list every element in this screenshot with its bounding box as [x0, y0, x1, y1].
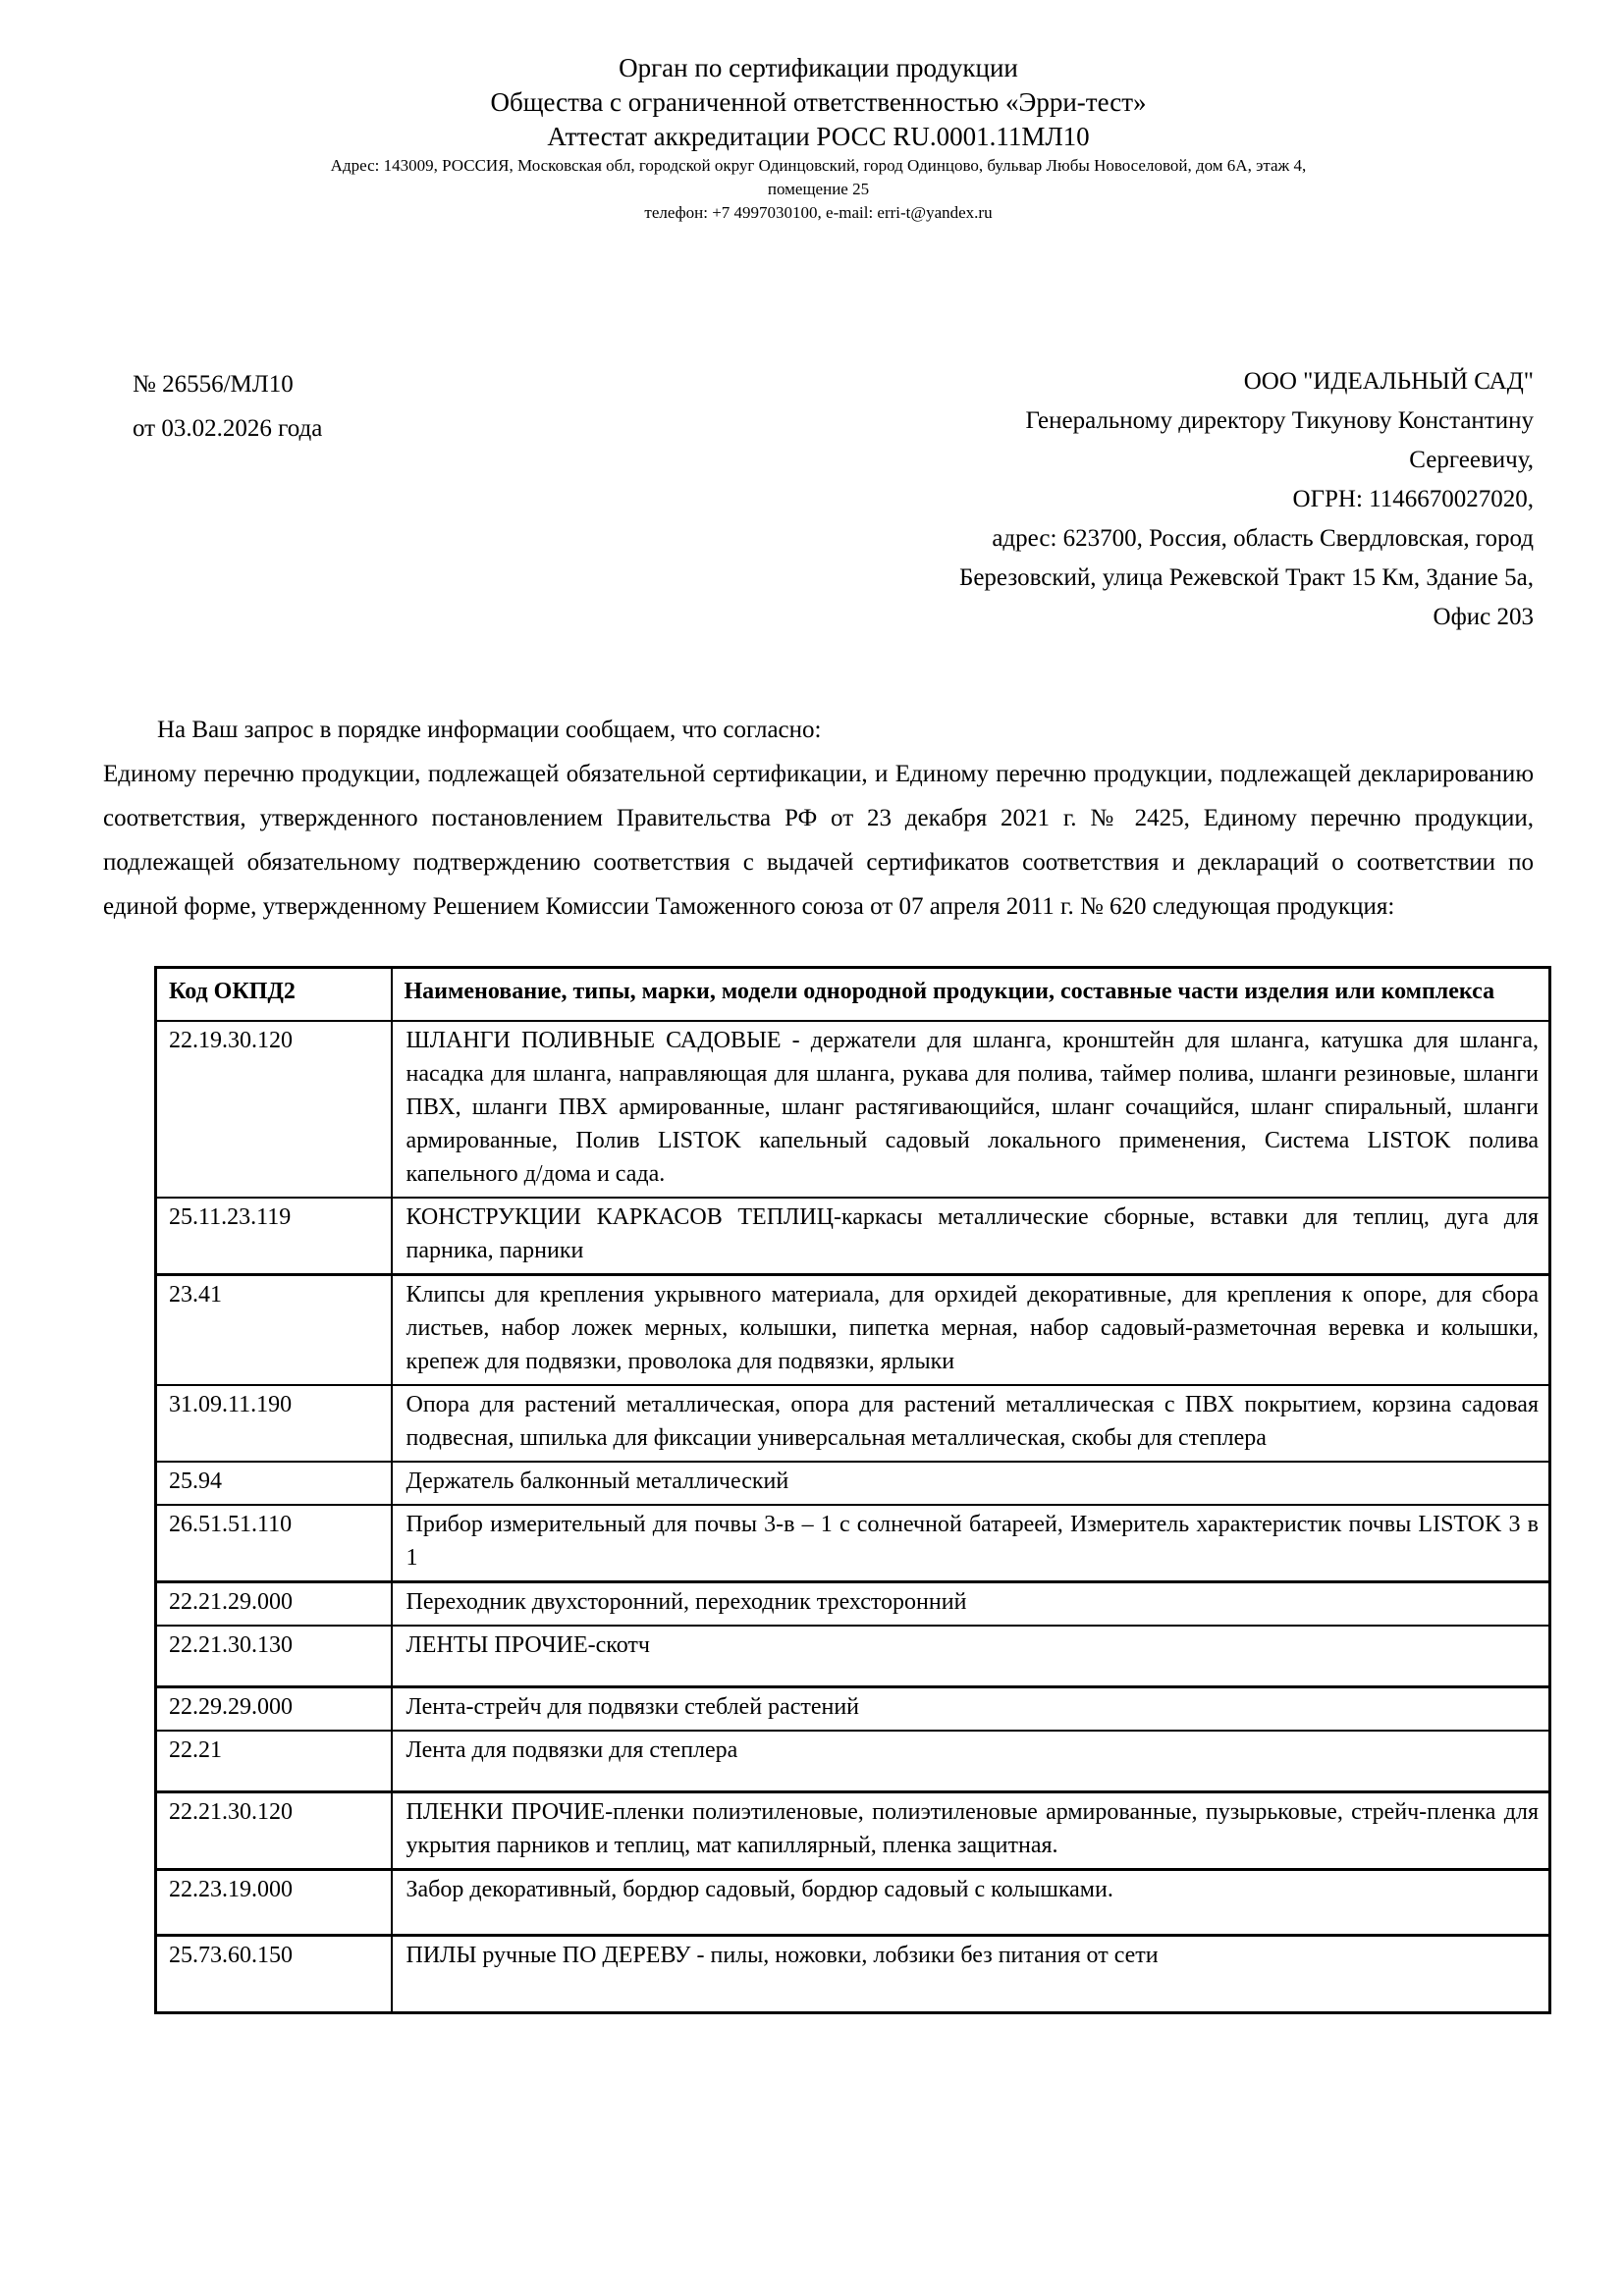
intro-line: На Ваш запрос в порядке информации сообщаем, что согласно: — [157, 717, 822, 743]
okpd-code-cell: 22.21 — [156, 1731, 392, 1792]
letter-number: № 26556/МЛ10 — [133, 371, 294, 398]
product-name-cell: ПИЛЫ ручные ПО ДЕРЕВУ - пилы, ножовки, лобзики без питания от сети — [392, 1936, 1550, 2013]
product-name-cell: КОНСТРУКЦИИ КАРКАСОВ ТЕПЛИЦ-каркасы металлические сборные, вставки для теплиц, дуга для парника, парники — [392, 1198, 1550, 1275]
product-name-cell: Опора для растений металлическая, опора для растений металлическая с ПВХ покрытием, корзина садовая подвесная, шпилька для фиксации универсальная металлическая, скобы для степлера — [392, 1385, 1550, 1462]
okpd-code-cell: 22.21.29.000 — [156, 1582, 392, 1627]
product-name-cell: Лента для подвязки для степлера — [392, 1731, 1550, 1792]
table-row — [156, 1582, 1550, 1627]
table-row — [156, 1731, 1550, 1792]
legal-paragraph: Единому перечню продукции, подлежащей обязательной сертификации, и Единому перечню продукции, подлежащей декларированию соответствия, утвержденного постановлением Правительства РФ от 23 декабря 2021 г. № 2425, Единому перечню продукции, подлежащей обязательному подтверждению соответствия с выдачей сертификатов соответствия и деклараций о соответствии по единой форме, утвержденному Решением Комиссии Таможенного союза от 07 апреля 2011 г. № 620 следующая продукция: — [103, 761, 1534, 920]
recipient-company: ООО "ИДЕАЛЬНЫЙ САД" — [1243, 368, 1534, 395]
col-header-okpd-code: Код ОКПД2 — [156, 968, 392, 1022]
org-title-line2: Общества с ограниченной ответственностью «Эрри-тест» — [490, 87, 1147, 117]
okpd-code-cell: 25.94 — [156, 1462, 392, 1505]
product-name-cell: ЛЕНТЫ ПРОЧИЕ-скотч — [392, 1626, 1550, 1687]
table-row — [156, 1505, 1550, 1582]
table-header-row — [156, 968, 1550, 1022]
recipient-line: Сергеевичу, — [1409, 447, 1534, 473]
letterhead-address-line1: Адрес: 143009, РОССИЯ, Московская обл, городской округ Одинцовский, город Одинцово, бульвар Любы Новоселовой, дом 6А, этаж 4, — [330, 156, 1307, 175]
product-name-cell: ПЛЕНКИ ПРОЧИЕ-пленки полиэтиленовые, полиэтиленовые армированные, пузырьковые, стрейч-пленка для укрытия парников и теплиц, мат капиллярный, пленка защитная. — [392, 1792, 1550, 1870]
table-row — [156, 1198, 1550, 1275]
letterhead — [103, 51, 1534, 225]
recipient-line: Генеральному директору Тикунову Константину — [1025, 407, 1534, 434]
product-name-cell: ШЛАНГИ ПОЛИВНЫЕ САДОВЫЕ - держатели для шланга, кронштейн для шланга, катушка для шланга, насадка для шланга, направляющая для шланга, рукава для полива, таймер полива, шланги резиновые, шланги ПВХ, шланги ПВХ армированные, шланг растягивающийся, шланг сочащийся, шланг спиральный, шланги армированные, Полив LISTOK капельный садовый локального применения, Система LISTOK полива капельного д/дома и сада. — [392, 1021, 1550, 1198]
okpd-code-cell: 22.21.30.130 — [156, 1626, 392, 1687]
product-name-cell: Лента-стрейч для подвязки стеблей растений — [392, 1687, 1550, 1732]
recipient-address-line: Березовский, улица Режевской Тракт 15 Км, Здание 5а, — [958, 564, 1534, 591]
letter-meta-row — [103, 362, 1534, 637]
accreditation-line: Аттестат аккредитации РОСС RU.0001.11МЛ10 — [547, 122, 1090, 151]
letterhead-contact-line: телефон: +7 4997030100, e-mail: erri-t@yandex.ru — [644, 203, 993, 222]
table-row — [156, 1626, 1550, 1687]
recipient-address-line: адрес: 623700, Россия, область Свердловская, город — [992, 525, 1534, 552]
table-row — [156, 1870, 1550, 1936]
okpd-code-cell: 31.09.11.190 — [156, 1385, 392, 1462]
product-name-cell: Забор декоративный, бордюр садовый, бордюр садовый с колышками. — [392, 1870, 1550, 1936]
table-row — [156, 1687, 1550, 1732]
okpd-code-cell: 22.29.29.000 — [156, 1687, 392, 1732]
okpd-code-cell: 25.11.23.119 — [156, 1198, 392, 1275]
okpd-code-cell: 22.19.30.120 — [156, 1021, 392, 1198]
product-name-cell: Клипсы для крепления укрывного материала, для орхидей декоративные, для крепления к опоре, для сбора листьев, набор ложек мерных, колышки, пипетка мерная, набор садовый-разметочная веревка и колышки, крепеж для подвязки, проволока для подвязки, ярлыки — [392, 1275, 1550, 1386]
okpd-code-cell: 23.41 — [156, 1275, 392, 1386]
table-row — [156, 1936, 1550, 2013]
product-name-cell: Прибор измерительный для почвы 3-в – 1 с солнечной батареей, Измеритель характеристик почвы LISTOK 3 в 1 — [392, 1505, 1550, 1582]
letter-date: от 03.02.2026 года — [133, 415, 323, 442]
table-row — [156, 1021, 1550, 1198]
product-name-cell: Переходник двухсторонний, переходник трехсторонний — [392, 1582, 1550, 1627]
okpd-code-cell: 26.51.51.110 — [156, 1505, 392, 1582]
product-name-cell: Держатель балконный металлический — [392, 1462, 1550, 1505]
letterhead-address-line2: помещение 25 — [767, 180, 870, 198]
col-header-product-name: Наименование, типы, марки, модели однородной продукции, составные части изделия или комплекса — [392, 968, 1550, 1022]
letter-meta — [133, 362, 322, 451]
recipient-address-line: Офис 203 — [1433, 604, 1534, 630]
table-row — [156, 1462, 1550, 1505]
products-table — [154, 966, 1551, 2014]
recipient-block — [959, 362, 1534, 637]
okpd-code-cell: 25.73.60.150 — [156, 1936, 392, 2013]
org-title-line1: Орган по сертификации продукции — [619, 53, 1018, 82]
table-row — [156, 1792, 1550, 1870]
recipient-ogrn: ОГРН: 1146670027020, — [1292, 486, 1534, 512]
okpd-code-cell: 22.21.30.120 — [156, 1792, 392, 1870]
okpd-code-cell: 22.23.19.000 — [156, 1870, 392, 1936]
table-row — [156, 1275, 1550, 1386]
table-row — [156, 1385, 1550, 1462]
